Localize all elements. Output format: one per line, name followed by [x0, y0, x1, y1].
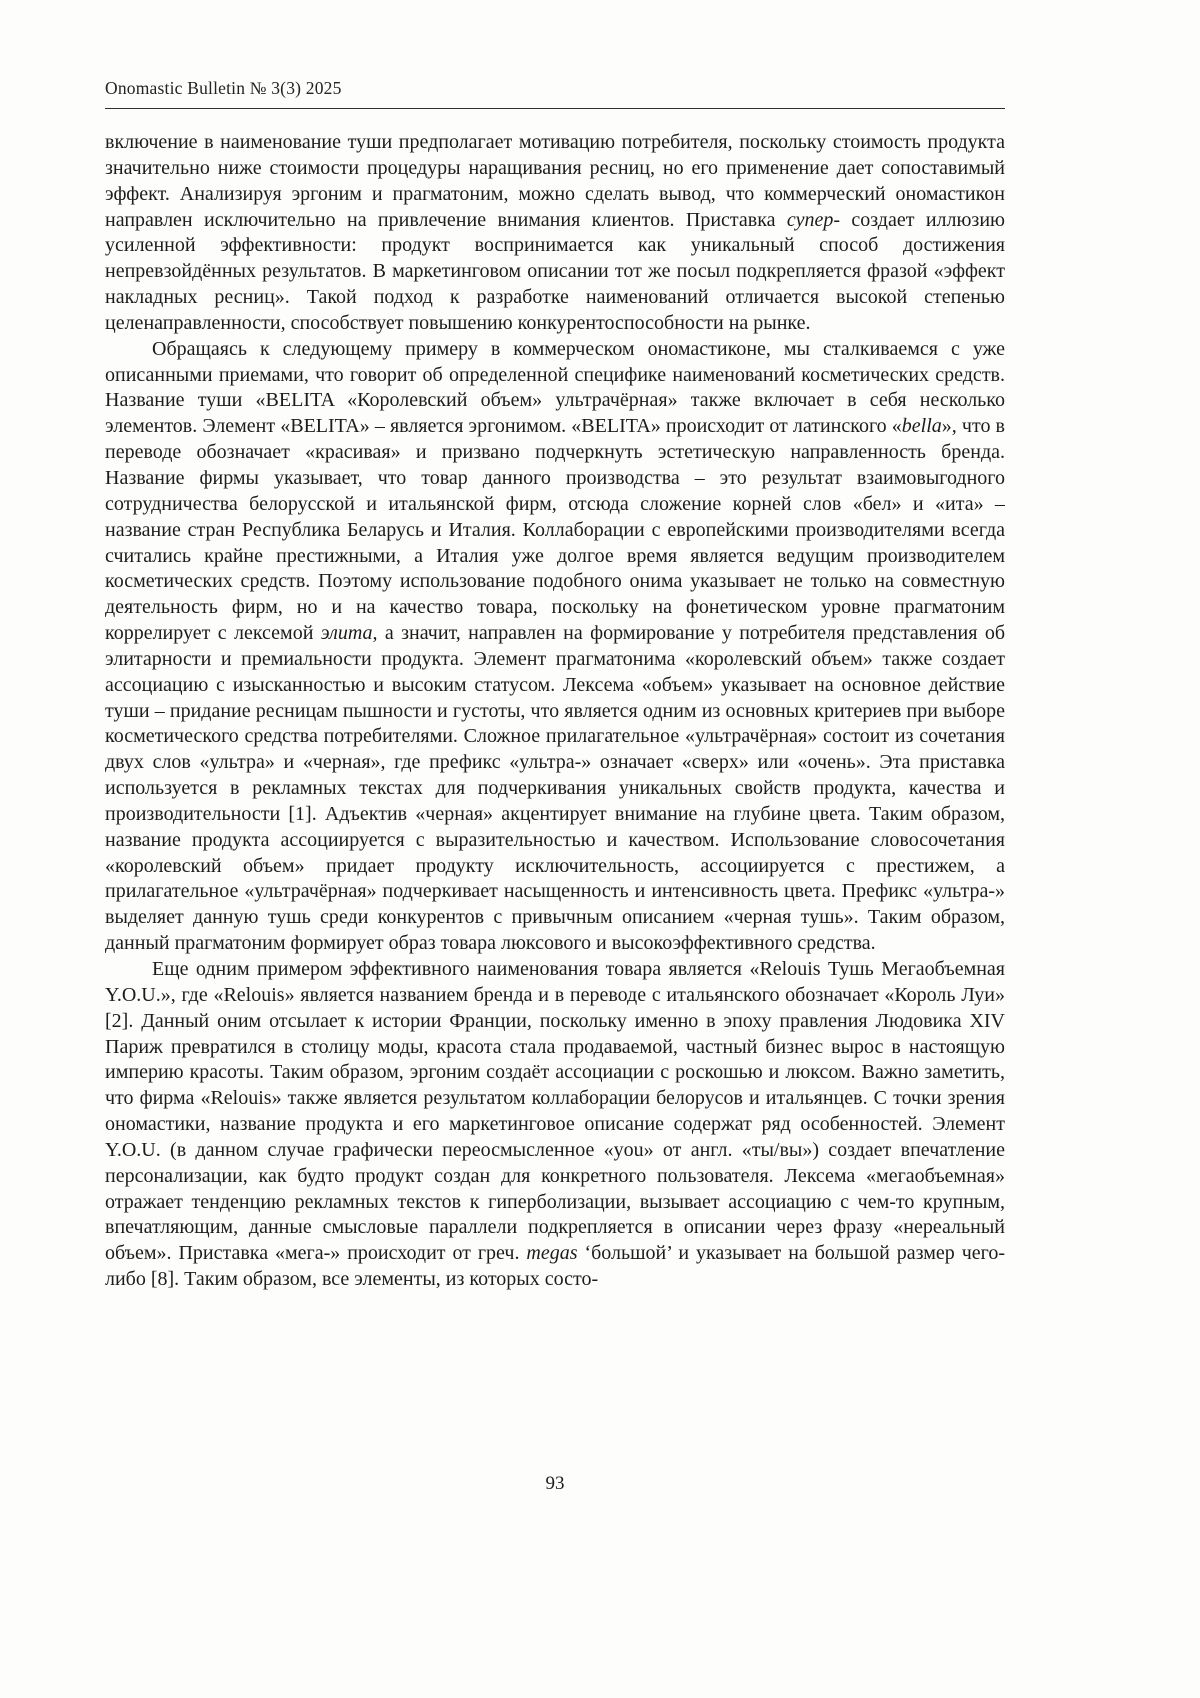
text-run: Еще одним примером эффективного наименования товара является «Relouis Тушь Мегаобъемная Y.O.U.», где «Relouis» является названием бренда и в переводе с итальянского обозначает «Король Луи» [2]. Данный оним отсылает к истории Франции, поскольку именно в эпоху правления Людовика XIV Париж превратился в столицу моды, красота стала продаваемой, частный бизнес вырос в настоящую империю красоты. Таким образом, эргоним создаёт ассоциации с роскошью и люксом. Важно заметить, что фирма «Relouis» также является результатом коллаборации белорусов и итальянцев. С точки зрения ономастики, название продукта и его маркетинговое описание содержат ряд особенностей. Элемент Y.O.U. (в данном случае графически переосмысленное «you» от англ. «ты/вы») создает впечатление персонализации, как будто продукт создан для конкретного пользователя. Лексема «мегаобъемная» отражает тенденцию рекламных текстов к гиперболизации, вызывает ассоциацию с чем-то крупным, впечатляющим, данные смысловые параллели подкрепляется в описании через фразу «нереальный объем». Приставка «мега-» происходит от греч.: [105, 958, 1005, 1265]
paragraph: [105, 337, 1005, 957]
paragraph: [105, 957, 1005, 1293]
text-run: создает иллюзию усиленной эффективности: продукт воспринимается как уникальный способ достижения непревзойдённых результатов. В маркетинговом описании тот же посыл подкрепляется фразой «эффект накладных ресниц». Такой подход к разработке наименований отличается высокой степенью целенаправленности, способствует повышению конкурентоспособности на рынке.: [105, 208, 1005, 334]
italic-term: элита,: [320, 622, 378, 645]
text-run: а значит, направлен на формирование у потребителя представления об элитарности и премиальности продукта. Элемент прагматонима «королевский объем» также создает ассоциацию с изысканностью и высоким статусом. Лексема «объем» указывает на основное действие туши – придание ресницам пышности и густоты, что является одним из основных критериев при выборе косметического средства потребителями. Сложное прилагательное «ультрачёрная» состоит из сочетания двух слов «ультра» и «черная», где префикс «ультра-» означает «сверх» или «очень». Эта приставка используется в рекламных текстах для подчеркивания уникальных свойств продукта, качества и производительности [1]. Адъектив «черная» акцентирует внимание на глубине цвета. Таким образом, название продукта ассоциируется с выразительностью и качеством. Использование словосочетания «королевский объем» придает продукту исключительность, ассоциируется с престижем, а прилагательное «ультрачёрная» подчеркивает насыщенность и интенсивность цвета. Префикс «ультра-» выделяет данную тушь среди конкурентов с привычным описанием «черная тушь». Таким образом, данный прагматоним формирует образ товара люксового и высокоэффективного средства.: [105, 622, 1005, 955]
text-run: », что в переводе обозначает «красивая» и призвано подчеркнуть эстетическую направленность бренда. Название фирмы указывает, что товар данного производства – это результат взаимовыгодного сотрудничества белорусской и итальянской фирм, отсюда сложение корней слов «бел» и «ита» – название стран Республика Беларусь и Италия. Коллаборации с европейскими производителями всегда считались крайне престижными, а Италия уже долгое время является ведущим производителем косметических средств. Поэтому использование подобного онима указывает не только на совместную деятельность фирм, но и на качество товара, поскольку на фонетическом уровне прагматоним коррелирует с лексемой: [105, 415, 1005, 645]
page-content: [105, 0, 1005, 1435]
italic-term: bella: [901, 415, 942, 438]
article-body: [105, 130, 1005, 1435]
text-run: ‘большой’ и указывает на большой размер чего-либо [8]. Таким образом, все элементы, из которых состо-: [105, 1242, 1005, 1291]
header-rule: [105, 108, 1005, 109]
page-number: 93: [545, 1473, 565, 1494]
text-run: Обращаясь к следующему примеру в коммерческом ономастиконе, мы сталкиваемся с уже описанными приемами, что говорит об определенной специфике наименований косметических средств. Название туши «BELITA «Королевский объем» ультрачёрная» также включает в себя несколько элементов. Элемент «BELITA» – является эргонимом. «BELITA» происходит от латинского «: [105, 337, 1005, 438]
italic-term: супер-: [786, 208, 841, 231]
italic-term: megas: [526, 1242, 578, 1265]
journal-header: Onomastic Bulletin № 3(3) 2025: [105, 78, 342, 98]
text-run: включение в наименование туши предполагает мотивацию потребителя, поскольку стоимость продукта значительно ниже стоимости процедуры наращивания ресниц, но его применение дает сопоставимый эффект. Анализируя эргоним и прагматоним, можно сделать вывод, что коммерческий ономастикон направлен исключительно на привлечение внимания клиентов. Приставка: [105, 131, 1005, 231]
paragraph: [105, 130, 1005, 337]
